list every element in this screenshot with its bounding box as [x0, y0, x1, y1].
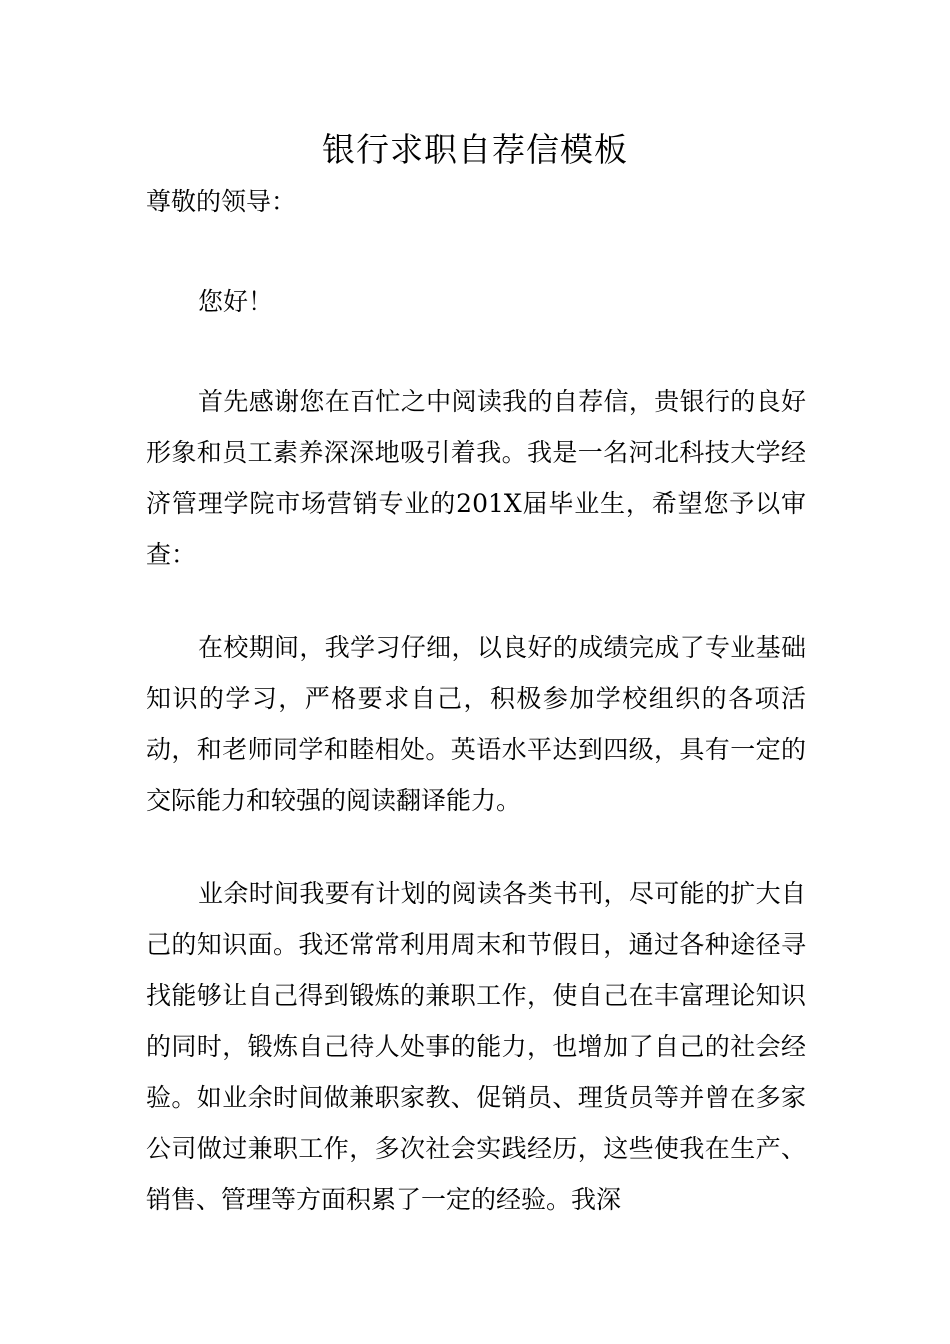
paragraph-2: 在校期间，我学习仔细，以良好的成绩完成了专业基础知识的学习，严格要求自己，积极参加学校组织的各项活动，和老师同学和睦相处。英语水平达到四级，具有一定的交际能力和较强的阅读翻译能力。 [146, 633, 806, 815]
document-title: 银行求职自荐信模板 [322, 130, 628, 169]
paragraph-3: 业余时间我要有计划的阅读各类书刊，尽可能的扩大自己的知识面。我还常常利用周末和节假日，通过各种途径寻找能够让自己得到锻炼的兼职工作，使自己在丰富理论知识的同时，锻炼自己待人处事的能力，也增加了自己的社会经验。如业余时间做兼职家教、促销员、理货员等并曾在多家公司做过兼职工作，多次社会实践经历，这些使我在生产、销售、管理等方面积累了一定的经验。我深 [146, 879, 806, 1214]
greeting: 您好！ [198, 287, 274, 316]
paragraph-1: 首先感谢您在百忙之中阅读我的自荐信，贵银行的良好形象和员工素养深深地吸引着我。我是一名河北科技大学经济管理学院市场营销专业的201X届毕业生，希望您予以审查： [146, 387, 806, 569]
salutation: 尊敬的领导： [146, 187, 297, 216]
